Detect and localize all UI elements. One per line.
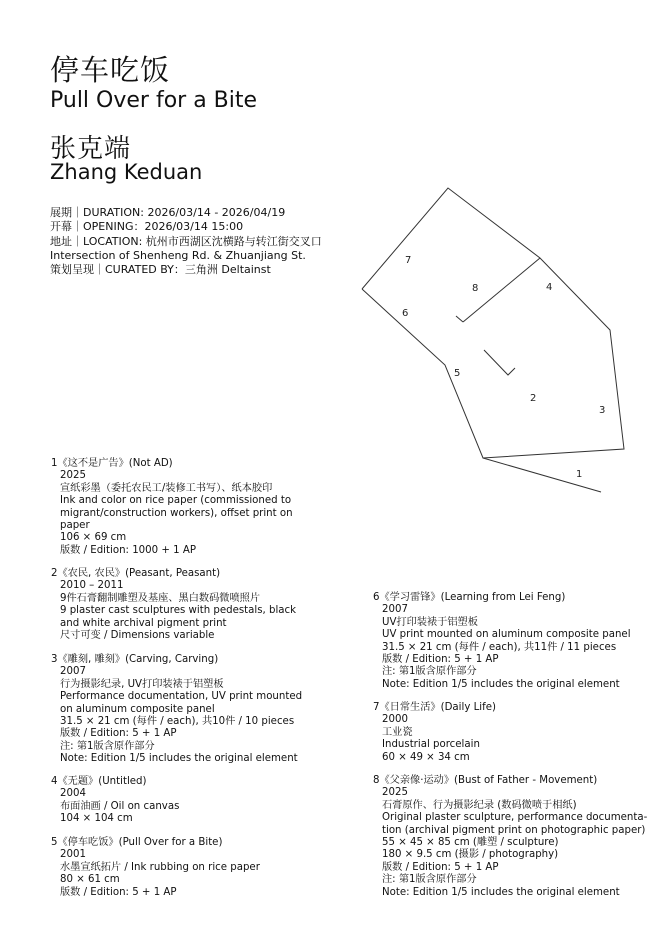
work-year: 2025 bbox=[382, 787, 408, 799]
work-dimensions: 106 × 69 cm bbox=[60, 532, 127, 544]
work-note-en: Note: Edition 1/5 includes the original element bbox=[60, 753, 298, 765]
floor-plan-inner-stub bbox=[456, 316, 463, 322]
work-year: 2004 bbox=[60, 788, 86, 800]
work-note-en: Note: Edition 1/5 includes the original element bbox=[382, 886, 620, 898]
artist-name-chinese: 张克端 bbox=[50, 134, 132, 164]
work-medium-en: UV print mounted on aluminum composite panel bbox=[382, 629, 631, 641]
work-medium-en: paper bbox=[60, 520, 90, 532]
work-edition: 版数 / Edition: 5 + 1 AP bbox=[382, 654, 499, 666]
work-dimensions: 55 × 45 × 85 cm (雕塑 / sculpture) bbox=[382, 837, 559, 849]
work-title: 5《停车吃饭》(Pull Over for a Bite) bbox=[51, 837, 223, 848]
work-medium-cn: UV打印装裱于铝塑板 bbox=[382, 616, 478, 628]
map-label-6: 6 bbox=[402, 308, 409, 319]
map-label-1: 1 bbox=[576, 469, 583, 480]
work-edition: 版数 / Edition: 1000 + 1 AP bbox=[60, 544, 196, 556]
work-medium: 布面油画 / Oil on canvas bbox=[60, 800, 180, 812]
work-edition: 版数 / Edition: 5 + 1 AP bbox=[60, 728, 177, 740]
work-medium-en: Original plaster sculpture, performance documenta- bbox=[382, 812, 648, 824]
work-title: 2《农民, 农民》(Peasant, Peasant) bbox=[51, 568, 221, 579]
work-entry-7 bbox=[373, 702, 496, 764]
floor-plan-partition bbox=[484, 350, 515, 375]
work-entry-6 bbox=[373, 592, 631, 691]
work-title: 1《这不是广告》(Not AD) bbox=[51, 458, 173, 469]
work-dimensions: 尺寸可变 / Dimensions variable bbox=[60, 630, 215, 642]
map-label-2: 2 bbox=[530, 393, 537, 404]
work-medium-en: Performance documentation, UV print mounted bbox=[60, 691, 303, 703]
work-year: 2025 bbox=[60, 470, 86, 482]
work-medium-en: and white archival pigment print bbox=[60, 617, 227, 629]
work-year: 2001 bbox=[60, 849, 86, 861]
work-edition: 版数 / Edition: 5 + 1 AP bbox=[60, 886, 177, 898]
work-medium-cn: 宣纸彩墨（委托农民工/装修工书写）、纸本胶印 bbox=[60, 482, 273, 494]
work-year: 2010 – 2011 bbox=[60, 580, 124, 592]
floor-plan-outline bbox=[362, 188, 624, 458]
map-label-4: 4 bbox=[546, 282, 553, 293]
work-medium-en: migrant/construction workers), offset print on bbox=[60, 507, 293, 519]
work-title: 8《父亲像·运动》(Bust of Father - Movement) bbox=[373, 775, 598, 786]
floor-plan-entry-line bbox=[483, 458, 601, 492]
work-entry-8 bbox=[373, 775, 648, 899]
work-entry-2 bbox=[51, 568, 297, 642]
work-entry-1 bbox=[51, 458, 293, 557]
work-title: 7《日常生活》(Daily Life) bbox=[373, 702, 496, 713]
work-medium-en: Industrial porcelain bbox=[382, 739, 480, 751]
map-label-3: 3 bbox=[599, 405, 606, 416]
work-medium-en: on aluminum composite panel bbox=[60, 703, 215, 715]
work-entry-4 bbox=[51, 776, 180, 826]
work-year: 2007 bbox=[382, 604, 408, 616]
work-medium-en: 9 plaster cast sculptures with pedestals, black bbox=[60, 605, 297, 617]
work-title: 3《雕刻, 雕刻》(Carving, Carving) bbox=[51, 654, 219, 665]
title-english: Pull Over for a Bite bbox=[50, 88, 258, 113]
info-opening: 开幕｜OPENING：2026/03/14 15:00 bbox=[50, 220, 244, 234]
work-dimensions: 180 × 9.5 cm (摄影 / photography) bbox=[382, 849, 559, 861]
work-medium-cn: 石膏原作、行为摄影纪录 (数码微喷于相纸) bbox=[382, 799, 577, 811]
info-curator: 策划呈现｜CURATED BY：三角洲 Deltainst bbox=[50, 263, 271, 277]
work-title: 6《学习雷锋》(Learning from Lei Feng) bbox=[373, 592, 566, 603]
work-medium-cn: 行为摄影纪录, UV打印装裱于铝塑板 bbox=[60, 678, 224, 690]
info-location-english: Intersection of Shenheng Rd. & Zhuanjiang St. bbox=[50, 248, 306, 262]
work-medium-cn: 工业瓷 bbox=[382, 726, 413, 738]
work-title: 4《无题》(Untitled) bbox=[51, 776, 147, 787]
work-note-cn: 注: 第1版含原作部分 bbox=[382, 874, 477, 886]
work-medium: 水墨宣纸拓片 / Ink rubbing on rice paper bbox=[60, 861, 260, 873]
info-location: 地址｜LOCATION: 杭州市西湖区沈横路与转江街交叉口 bbox=[50, 234, 322, 248]
work-entry-5 bbox=[51, 837, 260, 899]
work-dimensions: 31.5 × 21 cm (每件 / each), 共11件 / 11 pieces bbox=[382, 641, 617, 653]
work-dimensions: 60 × 49 × 34 cm bbox=[382, 751, 470, 763]
work-year: 2000 bbox=[382, 714, 408, 726]
work-note-en: Note: Edition 1/5 includes the original element bbox=[382, 678, 620, 690]
work-entry-3 bbox=[51, 654, 303, 766]
map-label-7: 7 bbox=[405, 255, 412, 266]
work-note-cn: 注: 第1版含原作部分 bbox=[382, 666, 477, 678]
work-note-cn: 注: 第1版含原作部分 bbox=[60, 740, 155, 752]
artist-name-english: Zhang Keduan bbox=[50, 160, 203, 184]
work-medium-cn: 9件石膏翻制雕塑及基座、黑白数码微喷照片 bbox=[60, 592, 261, 604]
work-year: 2007 bbox=[60, 666, 86, 678]
work-medium-en: tion (archival pigment print on photographic paper) bbox=[382, 824, 646, 836]
work-dimensions: 31.5 × 21 cm (每件 / each), 共10件 / 10 pieces bbox=[60, 716, 295, 728]
work-medium-en: Ink and color on rice paper (commissioned to bbox=[60, 495, 292, 507]
title-chinese: 停车吃饭 bbox=[50, 53, 171, 87]
work-dimensions: 104 × 104 cm bbox=[60, 813, 133, 825]
work-dimensions: 80 × 61 cm bbox=[60, 874, 120, 886]
map-label-5: 5 bbox=[454, 368, 461, 379]
work-edition: 版数 / Edition: 5 + 1 AP bbox=[382, 861, 499, 873]
info-duration: 展期｜DURATION: 2026/03/14 - 2026/04/19 bbox=[50, 206, 286, 219]
map-label-8: 8 bbox=[472, 283, 479, 294]
